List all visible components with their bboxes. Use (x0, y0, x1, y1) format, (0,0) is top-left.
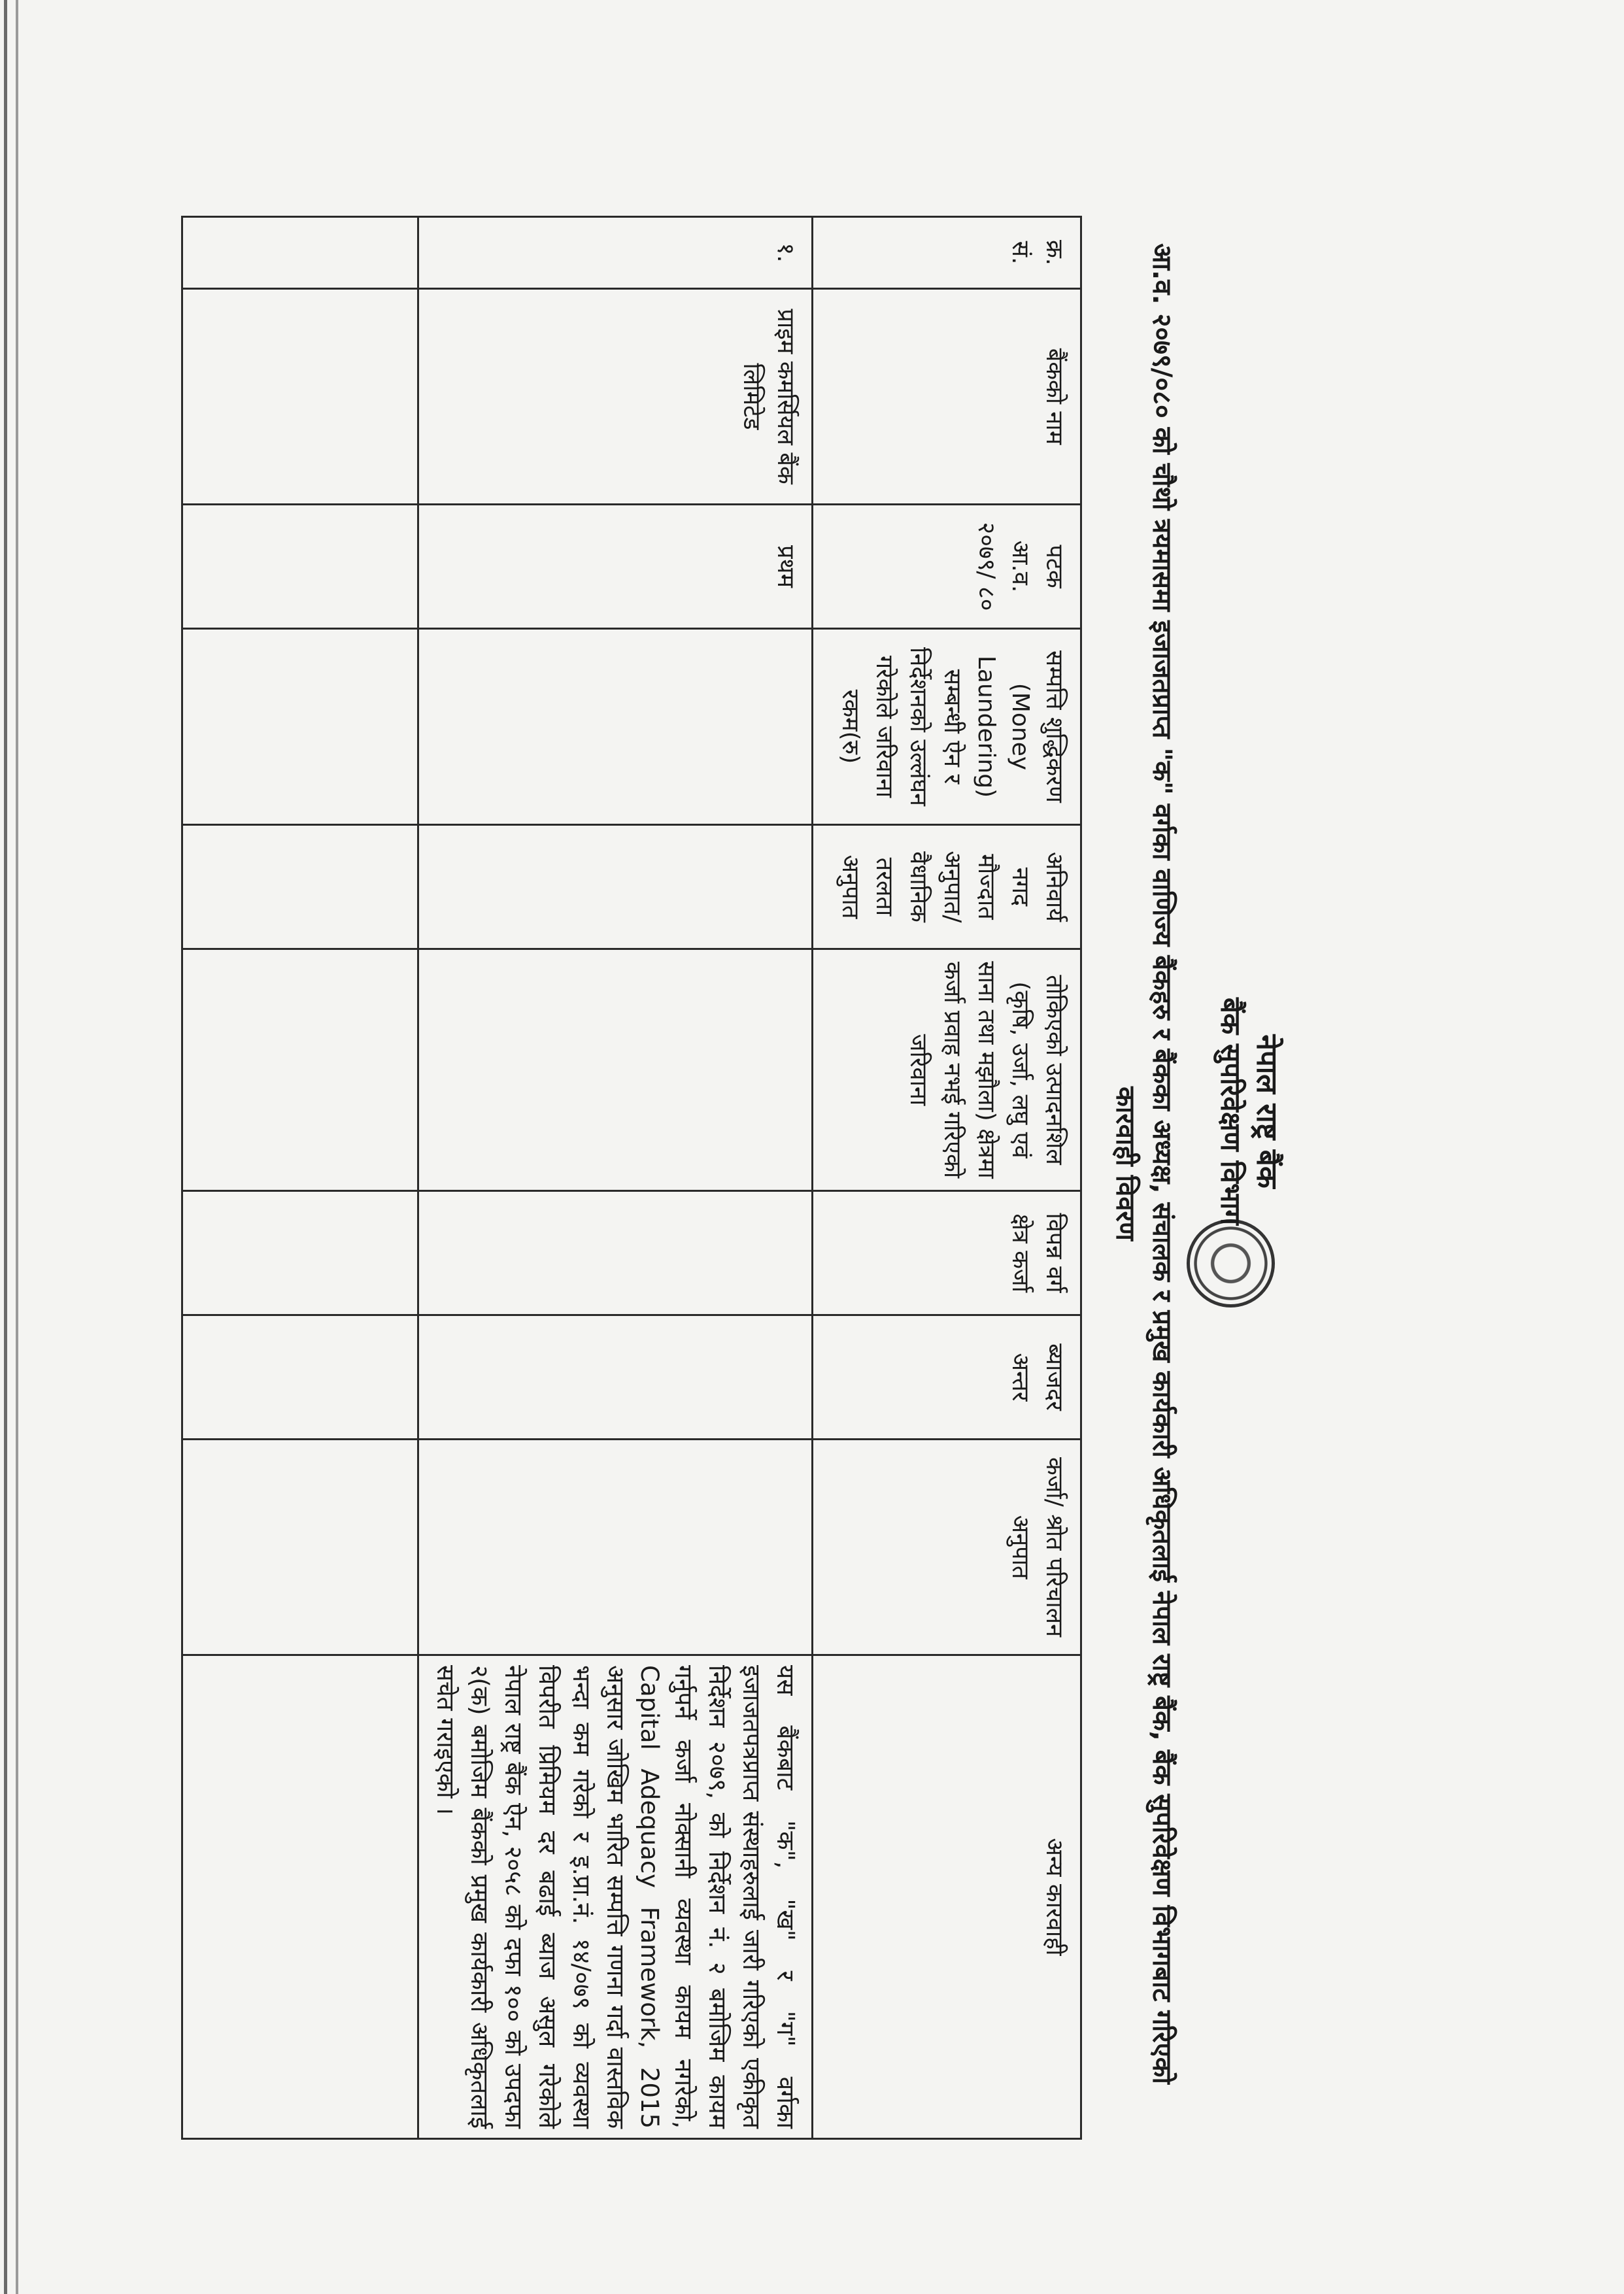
cell-empty (182, 289, 418, 505)
col-other-action: अन्य कारवाही (813, 1655, 1081, 2139)
cell-serial: १. (418, 217, 813, 289)
table-row (418, 217, 813, 2139)
col-crr-slr: अनिवार्य नगद मौज्दात अनुपात/ वैधानिक तरलता अनुपात (813, 825, 1081, 949)
cell-cd-ratio (418, 1440, 813, 1655)
col-cd-ratio: कर्जा/ श्रोत परिचालन अनुपात (813, 1440, 1081, 1655)
col-count-label: पटक (1041, 545, 1068, 588)
col-count (813, 505, 1081, 629)
cell-productive-sector (418, 949, 813, 1191)
department-name: बैंक सुपरिवेक्षण विभाग (1215, 998, 1247, 1225)
cell-crr-slr (418, 825, 813, 949)
cell-empty (182, 1315, 418, 1440)
cell-bank-name: प्राइम कमर्सियल बैंक लिमिटेड (418, 289, 813, 505)
action-table (181, 216, 1082, 2140)
cell-count: प्रथम (418, 505, 813, 629)
col-productive-sector: तोकिएको उत्पादनशिल (कृषि, उर्जा, लघु एवं साना तथा मझौला) क्षेत्रमा कर्जा प्रवाह नभई गरिएको जरिवाना (813, 949, 1081, 1191)
cell-empty (182, 629, 418, 825)
cell-empty (182, 825, 418, 949)
cell-empty (182, 1655, 418, 2139)
table-header-row (813, 217, 1081, 2139)
col-interest-spread: ब्याजदर अन्तर (813, 1315, 1081, 1440)
cell-empty (182, 217, 418, 289)
cell-interest-spread (418, 1315, 813, 1440)
document-header (1066, 118, 1288, 2210)
cell-other-action: यस बैंकबाट "क", "ख" र "ग" वर्गका इजाजतपत्रप्राप्त संस्थाहरुलाई जारी गरिएको एकीकृत निर्देशन २०७९, को निर्देशन नं. २ बमोजिम कायम गर्नुपर्ने कर्जा नोक्सानी व्यवस्था कायम नगरेको, Capital Adequacy Framework, 2015 अनुसार जोखिम भारित सम्पत्ति गणना गर्दा वास्तविक भन्दा कम गरेको र इ.प्रा.नं. १४/०७९ को व्यवस्था विपरीत प्रिमियम दर बढाई ब्याज असुल गरेकोले नेपाल राष्ट्र बैंक ऐन, २०५८ को दफा १०० को उपदफा २(क) बमोजिम बैंकको प्रमुख कार्यकारी अधिकृतलाई सचेत गराइएको । (418, 1655, 813, 2139)
col-bank-name: बैंकको नाम (813, 289, 1081, 505)
document-page (13, 118, 1288, 2210)
cell-empty (182, 1440, 418, 1655)
cell-aml-fine (418, 629, 813, 825)
cell-deprived-sector (418, 1191, 813, 1315)
cell-empty (182, 1191, 418, 1315)
col-deprived-sector: विपन्न वर्ग क्षेत्र कर्जा (813, 1191, 1081, 1315)
cell-empty (182, 949, 418, 1191)
document-title: आ.व. २०७९/०८० को चौथो त्रयमासमा इजाजतप्राप्त "क" वर्गका वाणिज्य बैंकहरु र बैंकका अध्यक्ष, संचालक र प्रमुख कार्यकारी अधिकृतलाई नेपाल राष्ट्र बैंक, बैंक सुपरिवेक्षण विभागबाट गरिएको कारवाही विवरण (1110, 243, 1177, 2084)
col-count-period: आ.व. २०७९/ ८० (973, 522, 1034, 611)
bank-name: नेपाल राष्ट्र बैंक (1250, 1034, 1283, 1189)
col-aml-fine: सम्पत्ति शुद्धिकरण (Money Laundering) सम्बन्धी ऐन र निर्देशनको उल्लंघन गरेकोले जरिवाना रकम(रु) (813, 629, 1081, 825)
table-row-empty (182, 217, 418, 2139)
col-serial: क्र. सं. (813, 217, 1081, 289)
cell-empty (182, 505, 418, 629)
